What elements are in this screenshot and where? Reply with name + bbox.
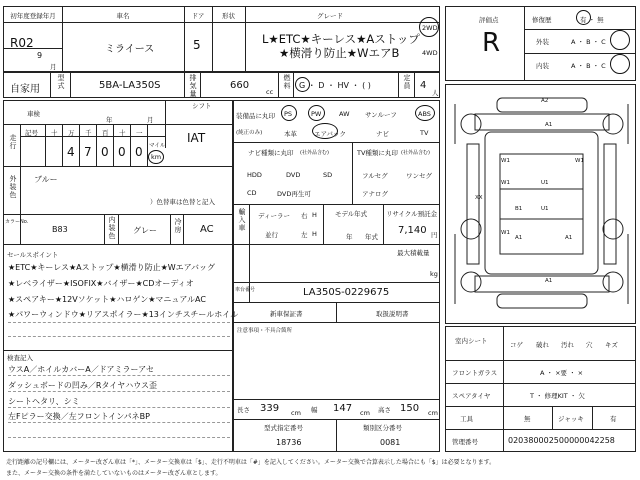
interior-abc: A ・ B ・ C [571,62,606,70]
width-unit: cm [360,409,370,417]
door-label: ドア [191,12,205,20]
usage: 自家用 [10,84,40,95]
notes-label: 注意事項・不具合箇所 [237,328,293,334]
recycle-value: 7,140 [398,225,427,236]
spare-label: スペアタイヤ [452,392,491,400]
model-year-year: 年 [346,233,353,241]
seat-item: 破れ [536,341,549,349]
sales-point-line: ★ETC★キーレス★Aストップ★横滑り防止★Wエアバッグ [8,263,216,272]
jack-value: 有 [610,415,617,423]
repair-label: 修復歴 [532,16,552,24]
diagram-label: XX [475,195,483,201]
shape-label: 形状 [222,12,235,20]
drive-4wd: 4WD [422,49,438,57]
model-value: 5BA-LA350S [99,80,161,91]
recycle-unit: 円 [431,231,438,239]
import-other: 並行 [265,231,278,239]
diagram-label: U1 [541,180,549,186]
month-unit: 月 [50,63,57,71]
door-value: 5 [193,38,201,52]
tv-option: アナログ [362,190,388,198]
equipment-item: PW [311,110,322,118]
length-label: 長さ [237,406,250,414]
fuel-label: 燃料 [283,74,291,90]
tools-label: 工具 [460,415,473,423]
sales-point-line: ★レベライザー★ISOFIX★バイザー★CDオーディオ [8,279,194,288]
mgmt-value: 020380002500000042258 [508,436,615,445]
repair-options: 有 ・ 無 [580,16,604,24]
mileage-digit: 7 [84,145,92,159]
jack-label: ジャッキ [558,415,584,423]
diagram-label: W1 [501,158,510,164]
glass-items: A ・ ×要 ・ × [540,369,584,377]
ac-value: AC [200,224,214,235]
capacity-unit: 人 [432,89,439,97]
diagram-label: W1 [501,230,510,236]
equipment-item: AW [339,110,350,118]
model-label: 型式 [57,74,65,90]
color-no-label: カラーNo. [5,219,29,225]
inspector-label: 検査記入 [7,354,33,362]
seat-label: 室内シート [455,337,488,345]
class-value: 0081 [380,438,401,447]
tools-value: 無 [524,415,531,423]
navi-option: DVD [286,171,301,179]
load-label: 最大積載量 [397,249,430,257]
diagram-label: A1 [545,278,553,284]
row2-frame [3,72,440,98]
sales-point-line: ★パワーウィンドウ★リアスポイラー★13インチスチールホイル [8,310,239,319]
mileage-digit: 0 [101,145,109,159]
equipment-item: ABS [418,110,431,118]
seat-item: 穴 [586,341,593,349]
interior-grade-label: 内装 [536,62,549,70]
import-right: 右 [301,212,308,220]
navi-option: CD [247,189,257,197]
capacity-value: 4 [420,80,427,91]
width-label: 幅 [311,406,318,414]
name-label: 車名 [116,12,130,20]
inspection-month: 月 [147,116,154,124]
width-value: 147 [333,403,353,414]
first-reg-label: 初年度登録年月 [10,12,56,20]
navi-label: ナビ種類に丸印 [248,149,294,157]
car-name: ミライース [105,44,155,55]
inspector-line: ウスA／ホイルカバーA／ドアミラーアセ [8,365,154,374]
new-car-warranty: 新車保証書 [270,310,303,318]
car-diagram [445,84,636,324]
diagram-label: W1 [575,158,584,164]
disp-label: 排気量 [189,74,197,98]
tv-option: ワンセグ [406,172,432,180]
sales-point-line: ★スペアキー★12Vソケット★ハロゲン★マニュアルAC [8,295,206,304]
exterior-abc: A ・ B ・ C [571,38,606,46]
chassis-label: 車台番号 [235,287,256,293]
import-left: 左 [301,231,308,239]
interior-color-label: 内装色 [108,216,116,240]
equipment-item: PS [284,110,293,118]
equipment-item: ナビ [376,130,389,138]
grade-line2: ★横滑り防止★WエアB [279,46,400,60]
capacity-label: 定員 [403,74,411,90]
navi-sub: (社外品含む) [300,150,329,156]
manual: 取扱説明書 [376,310,409,318]
load-unit: kg [430,270,438,278]
height-unit: cm [428,409,438,417]
mileage-record-label: 記号 [25,129,38,137]
equipment-item: TV [420,129,429,137]
diagram-label: A2 [541,98,549,104]
length-unit: cm [291,409,301,417]
exterior-value: ブルー [34,175,58,184]
score-label: 評価点 [479,16,499,24]
exterior-label: 外装色 [9,175,17,199]
disp-value: 660 [230,80,250,91]
mileage-digit: 4 [67,145,75,159]
diagram-label: A1 [545,122,553,128]
equipment-sub: (純正のみ) [236,130,263,136]
ac-label: 冷房 [174,218,182,234]
fuel-options: G ・ D ・ HV ・ ( ) [299,81,371,90]
diagram-label: A1 [565,235,573,241]
import-dealer: ディーラー [258,212,290,220]
shift-label: シフト [192,102,212,110]
sales-points-label: セールスポイント [7,251,59,259]
inspection-year: 年 [106,116,113,124]
mgmt-label: 管理番号 [452,438,478,446]
recycle-label: リサイクル預託金 [386,210,438,218]
equipment-item: 本革 [284,130,297,138]
model-year-model: 年式 [365,233,378,241]
mileage-unit: 万 [68,129,75,137]
height-label: 高さ [378,406,391,414]
inspector-line: ダッシュボードの凹み／Rタイヤハウス歪 [8,381,157,390]
shift-value: IAT [187,131,206,145]
equipment-item: エアバック [314,130,346,138]
diagram-label: B1 [515,206,523,212]
footer-line1: 走行距離の記号欄には、メーター改ざん車は「*」、メーター交換車は「$」、走行不明車は「#」を記入してください。メーター交換で合算表示した場合にも「$」は必要となります。 [6,459,496,466]
import-h2: H [312,230,317,238]
seat-item: コゲ [510,341,523,349]
navi-option: SD [323,171,333,179]
class-label: 類別区分番号 [363,424,402,432]
chassis-value: LA350S-0229675 [303,287,390,298]
spare-items: T ・ 修理KIT ・ 欠 [530,392,585,400]
exterior-c-circle [610,30,630,50]
tv-sub: (社外品含む) [401,150,430,156]
mileage-unit: 百 [102,129,109,137]
cert-label: 型式指定番号 [264,424,303,432]
first-reg-month: 9 [37,51,43,60]
exterior-note: ）色替車は色替と記入 [150,198,215,206]
cert-value: 18736 [276,438,302,447]
mileage-unit: 一 [136,129,143,137]
navi-option: DVD再生可 [277,190,311,198]
exterior-grade-label: 外装 [536,38,549,46]
inspection-label: 車検 [27,110,40,118]
height-value: 150 [400,403,420,414]
length-value: 339 [260,403,280,414]
seat-item: 汚れ [561,341,574,349]
diagram-label: A1 [515,235,523,241]
grade-label: グレード [317,12,343,20]
navi-option: HDD [247,171,262,179]
km-label: km [151,153,162,161]
disp-unit: cc [266,88,274,96]
drive-2wd: 2WD [422,24,438,32]
mileage-unit: 十 [119,129,126,137]
import-h1: H [312,211,317,219]
mileage-unit: 十 [51,129,58,137]
tv-label: TV種類に丸印 [357,149,398,157]
diagram-label: U1 [541,206,549,212]
interior-c-circle [610,54,630,74]
mileage-digit: 0 [135,145,143,159]
diagram-label: W1 [501,180,510,186]
model-year-label: モデル年式 [335,210,368,218]
glass-label: フロントガラス [452,369,498,377]
import-label: 輸入車 [238,208,246,232]
equipment-item: サンルーフ [365,111,397,119]
equipment-label: 装備品に丸印 [236,112,275,120]
mileage-unit: 千 [85,129,92,137]
score-value: R [482,28,501,58]
mileage-label: 走行 [9,134,17,150]
color-no-value: B83 [52,225,68,234]
interior-color-value: グレー [133,226,157,235]
tv-option: フルセグ [362,172,388,180]
footer-line2: また、メーター交換の条件を満たしていないものはメーター改ざん車とします。 [6,470,222,477]
seat-item: キズ [605,341,618,349]
inspector-line: 左Fピラー交換／左フロントインパネBP [8,412,150,421]
mile-label: マイル [149,143,166,149]
grade-line1: L★ETC★キーレス★Aストップ [262,32,420,46]
first-reg-era: R02 [10,36,34,50]
mileage-digit: 0 [118,145,126,159]
inspector-line: シートヘタリ、シミ [8,397,80,406]
